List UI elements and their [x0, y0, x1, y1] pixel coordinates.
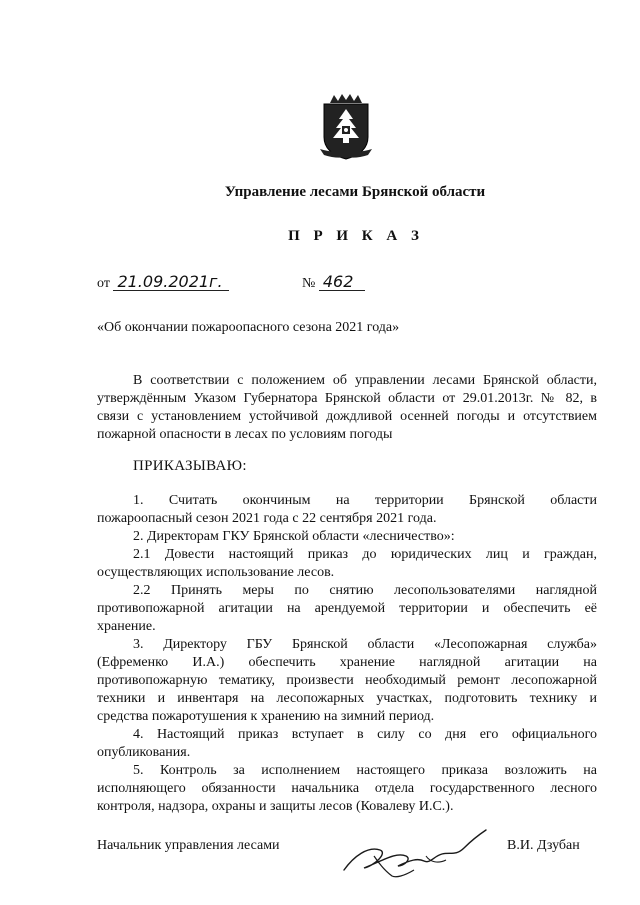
item-line: хранение.	[97, 619, 156, 634]
preamble	[97, 372, 597, 444]
item-line: техники и инвентаря на лесопожарных участках, подготовить технику и	[97, 691, 597, 706]
item-line: осуществляющих использование лесов.	[97, 565, 335, 580]
item-line: 2.1 Довести настоящий приказ до юридических лиц и граждан,	[133, 547, 597, 562]
number-value: 462	[319, 274, 365, 291]
preamble-line: В соответствии с положением об управлении лесами Брянской области,	[133, 373, 597, 388]
signatory-name: В.И. Дзубан	[507, 838, 580, 853]
item-line: 1. Считать окончиным на территории Брянской области	[133, 493, 597, 508]
item-line: пожароопасный сезон 2021 года с 22 сентября 2021 года.	[97, 511, 437, 526]
item-line: 2. Директорам ГКУ Брянской области «лесничество»:	[133, 529, 455, 544]
item-line: противопожарную тематику, произвести необходимый ремонт лесопожарной	[97, 673, 597, 688]
item-line: 2.2 Принять меры по снятию лесопользователями наглядной	[133, 583, 597, 598]
item-line: 5. Контроль за исполнением настоящего приказа возложить на	[133, 763, 597, 778]
handwritten-signature	[334, 826, 494, 882]
preamble-line: утверждённым Указом Губернатора Брянской области от 29.01.2013г. № 82, в	[97, 391, 597, 406]
order-subject: «Об окончании пожароопасного сезона 2021 года»	[97, 320, 400, 335]
preamble-line: связи с установлением устойчивой дождливой осенней погоды и отсутствием	[97, 409, 597, 424]
coat-of-arms-icon	[318, 93, 374, 161]
item-line: опубликования.	[97, 745, 191, 760]
date-value: 21.09.2021г.	[113, 274, 229, 291]
signatory-position: Начальник управления лесами	[97, 838, 280, 853]
item-line: противопожарной агитации на арендуемой территории и обеспечить её	[97, 601, 597, 616]
order-number	[302, 274, 365, 292]
item-line: (Ефременко И.А.) обеспечить хранение наглядной агитации на	[97, 655, 597, 670]
item-line: исполняющего обязанности начальника отдела государственного лесного	[97, 781, 597, 796]
preamble-line: пожарной опасности в лесах по условиям погоды	[97, 427, 393, 442]
organization-name: Управление лесами Брянской области	[224, 184, 486, 200]
order-items	[97, 492, 597, 816]
date-prefix: от	[97, 276, 110, 291]
order-word: ПРИКАЗЫВАЮ:	[133, 458, 247, 474]
item-line: средства пожаротушения к хранению на зимний период.	[97, 709, 435, 724]
item-line: 4. Настоящий приказ вступает в силу со дня его официального	[133, 727, 597, 742]
document-title: П Р И К А З	[288, 228, 424, 244]
item-line: 3. Директору ГБУ Брянской области «Лесопожарная служба»	[133, 637, 597, 652]
order-date	[97, 274, 229, 292]
number-prefix: №	[302, 276, 316, 291]
item-line: контроля, надзора, охраны и защиты лесов (Ковалеву И.С.).	[97, 799, 454, 814]
